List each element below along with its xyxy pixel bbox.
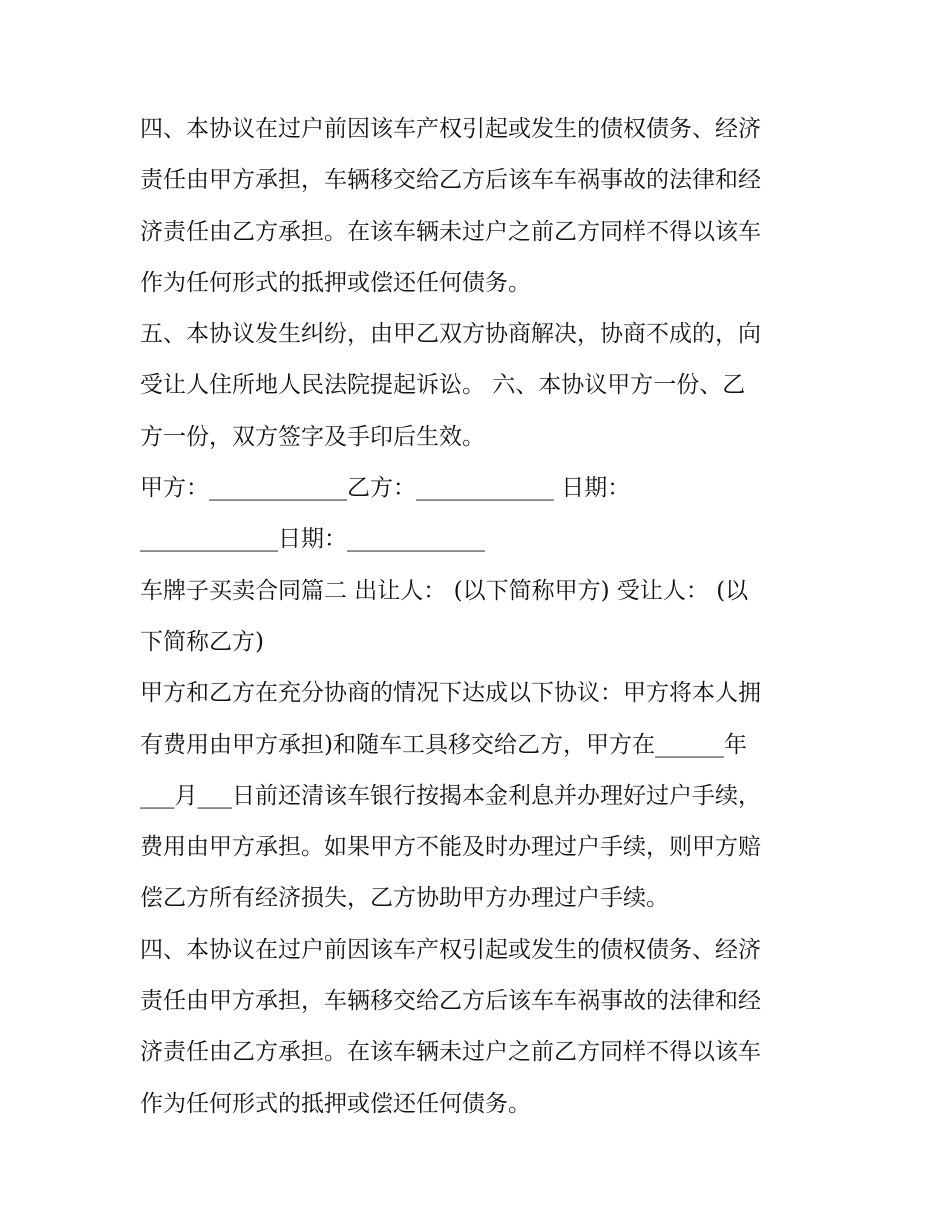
text-line: 有费用由甲方承担)和随车工具移交给乙方，甲方在______年 (140, 731, 747, 758)
text-line: 四、本协议在过户前因该车产权引起或发生的债权债务、经济 (140, 936, 761, 963)
text-line: 五、本协议发生纠纷，由甲乙双方协商解决，协商不成的，向 (140, 321, 761, 348)
signature-line: ____________日期：____________ (140, 526, 485, 553)
text-line: 责任由甲方承担，车辆移交给乙方后该车车祸事故的法律和经 (140, 988, 761, 1015)
text-line: 济责任由乙方承担。在该车辆未过户之前乙方同样不得以该车 (140, 1039, 761, 1066)
text-line: 车牌子买卖合同篇二 出让人： (以下简称甲方) 受让人： (以 (140, 577, 749, 604)
text-line: 偿乙方所有经济损失，乙方协助甲方办理过户手续。 (140, 885, 669, 912)
text-line: ___月___日前还清该车银行按揭本金利息并办理好过户手续， (140, 782, 761, 809)
text-line: 费用由甲方承担。如果甲方不能及时办理过户手续，则甲方赔 (140, 834, 761, 861)
text-line: 作为任何形式的抵押或偿还任何债务。 (140, 1090, 531, 1117)
text-line: 甲方和乙方在充分协商的情况下达成以下协议：甲方将本人拥 (140, 680, 761, 707)
text-line: 四、本协议在过户前因该车产权引起或发生的债权债务、经济 (140, 116, 761, 142)
text-line: 方一份，双方签字及手印后生效。 (140, 423, 485, 450)
text-line: 作为任何形式的抵押或偿还任何债务。 (140, 269, 531, 296)
signature-line: 甲方：____________乙方：____________ 日期： (140, 475, 631, 502)
text-line: 责任由甲方承担，车辆移交给乙方后该车车祸事故的法律和经 (140, 167, 761, 194)
text-line: 济责任由乙方承担。在该车辆未过户之前乙方同样不得以该车 (140, 218, 761, 245)
document-body (140, 104, 820, 1130)
text-line: 下简称乙方) (140, 628, 264, 655)
text-line: 受让人住所地人民法院提起诉讼。 六、本协议甲方一份、乙 (140, 372, 746, 399)
